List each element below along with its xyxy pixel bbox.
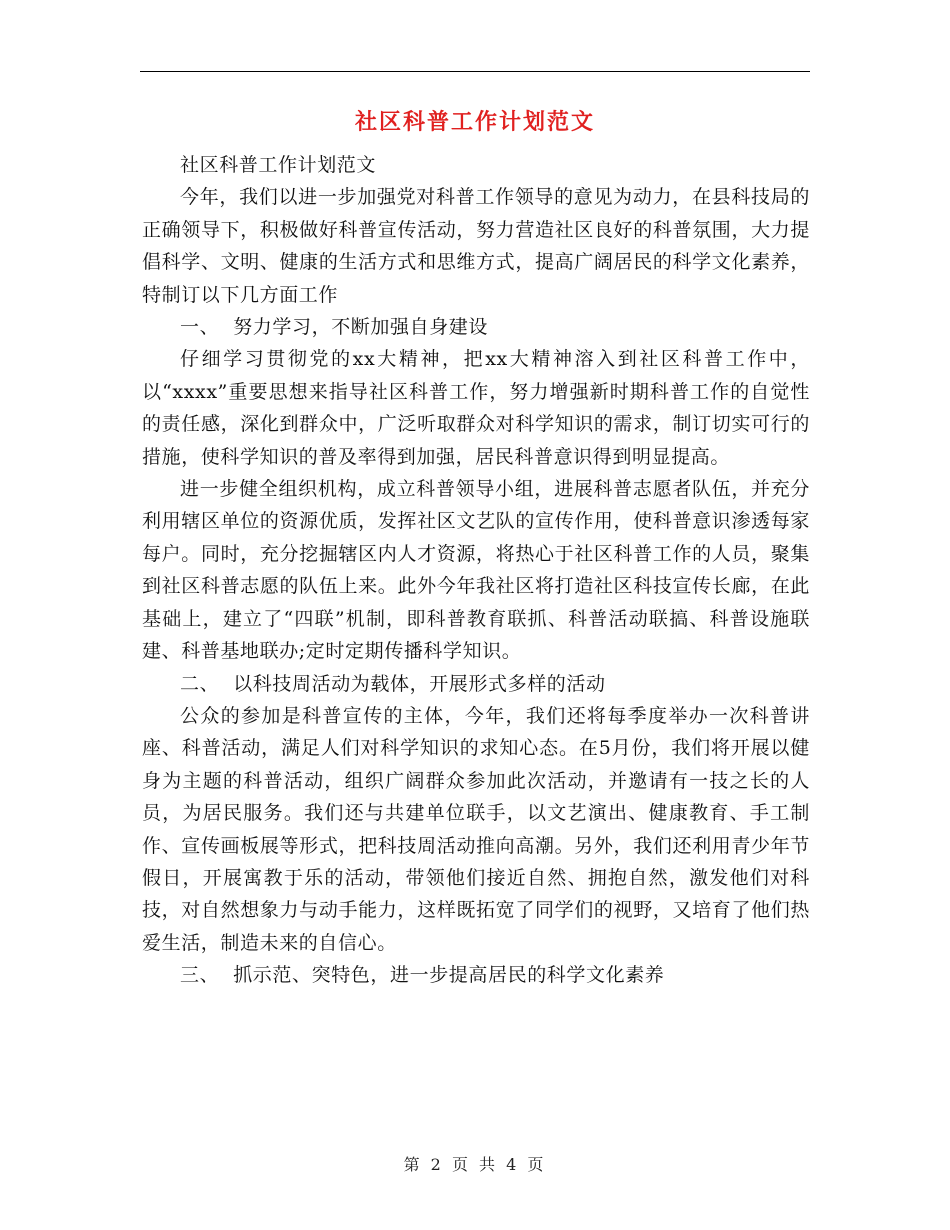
section-title-2: 以科技周活动为载体，开展形式多样的活动 xyxy=(233,672,606,695)
section-title-1: 努力学习，不断加强自身建设 xyxy=(233,316,489,339)
section-1-paragraph-1: 仔细学习贯彻党的xx大精神，把xx大精神溶入到社区科普工作中，以“xxxx”重要思想来指导社区科普工作，努力增强新时期科普工作的自觉性的责任感，深化到群众中，广泛听取群众对科学知识的需求，制订切实可行的措施，使科学知识的普及率得到加强，居民科普意识得到明显提高。 xyxy=(142,348,810,468)
section-heading-1 xyxy=(142,311,810,343)
header-rule xyxy=(140,71,810,72)
document-subtitle: 社区科普工作计划范文 xyxy=(180,154,377,176)
section-title-3: 抓示范、突特色，进一步提高居民的科学文化素养 xyxy=(233,964,665,987)
section-heading-3 xyxy=(142,959,810,991)
page-footer: 第 2 页 共 4 页 xyxy=(403,1155,547,1174)
document-body xyxy=(142,149,810,992)
section-number-3: 三、 xyxy=(180,964,220,987)
document-title: 社区科普工作计划范文 xyxy=(354,109,595,135)
intro-paragraph: 今年，我们以进一步加强党对科普工作领导的意见为动力，在县科技局的正确领导下，积极做好科普宣传活动，努力营造社区良好的科普氛围，大力提倡科学、文明、健康的生活方式和思维方式，提高广阔居民的科学文化素养，特制订以下几方面工作 xyxy=(142,186,810,306)
section-heading-2 xyxy=(142,668,810,700)
section-2-paragraph-1: 公众的参加是科普宣传的主体，今年，我们还将每季度举办一次科普讲座、科普活动，满足人们对科学知识的求知心态。在5月份，我们将开展以健身为主题的科普活动，组织广阔群众参加此次活动，并邀请有一技之长的人员，为居民服务。我们还与共建单位联手，以文艺演出、健康教育、手工制作、宣传画板展等形式，把科技周活动推向高潮。另外，我们还利用青少年节假日，开展寓教于乐的活动，带领他们接近自然、拥抱自然，激发他们对科技，对自然想象力与动手能力，这样既拓宽了同学们的视野，又培育了他们热爱生活，制造未来的自信心。 xyxy=(142,704,810,954)
section-number-2: 二、 xyxy=(180,672,220,695)
section-1-paragraph-2: 进一步健全组织机构，成立科普领导小组，进展科普志愿者队伍，并充分利用辖区单位的资源优质，发挥社区文艺队的宣传作用，使科普意识渗透每家每户。同时，充分挖掘辖区内人才资源，将热心于社区科普工作的人员，聚集到社区科普志愿的队伍上来。此外今年我社区将打造社区科技宣传长廊，在此基础上，建立了“四联”机制，即科普教育联抓、科普活动联搞、科普设施联建、科普基地联办;定时定期传播科学知识。 xyxy=(142,478,810,663)
section-number-1: 一、 xyxy=(180,316,220,339)
